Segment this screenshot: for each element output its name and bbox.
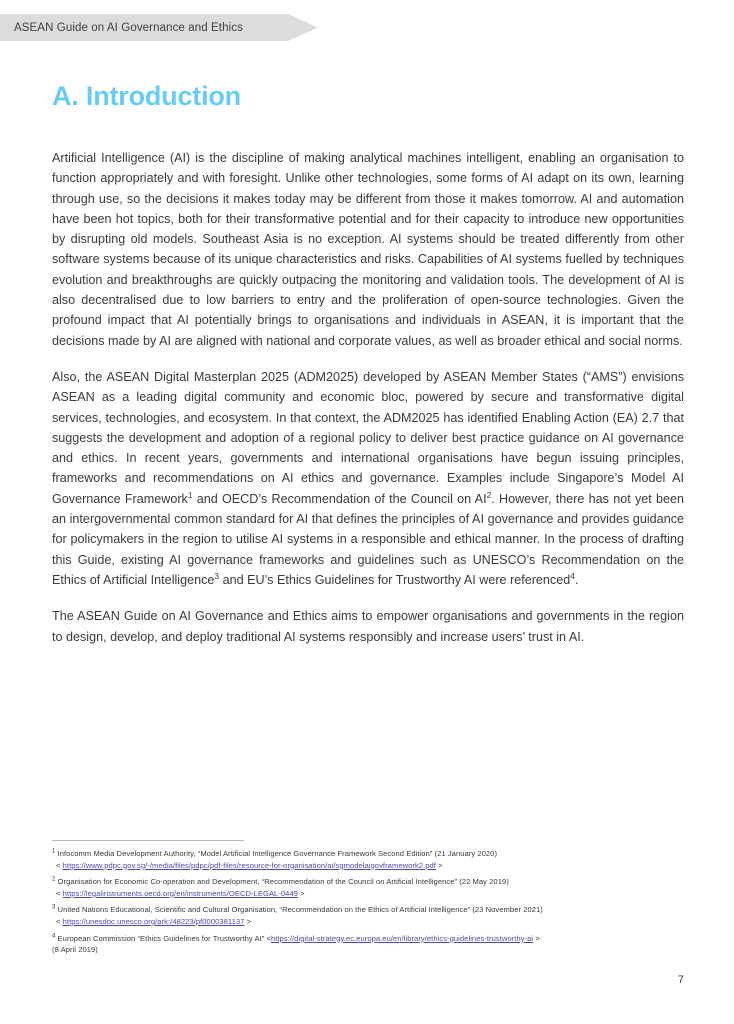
footnote-4-tail: (8 April 2019): [52, 945, 98, 955]
footnote-4-link[interactable]: https://digital-strategy.ec.europa.eu/en/library/ethics-guidelines-trustworthy-ai: [270, 933, 534, 943]
footnote-2-open-angle: <: [56, 888, 63, 898]
footnote-2-url-line: [52, 888, 684, 900]
footnote-2: [52, 876, 684, 899]
page-title: A. Introduction: [52, 81, 241, 112]
footnote-1-url-line: [52, 860, 684, 872]
footnote-3-marker: 3: [52, 904, 56, 911]
footnote-separator-rule: [52, 840, 244, 841]
footnote-3-close-angle: >: [244, 916, 252, 926]
footnote-4-text: European Commission “Ethics Guidelines for Trustworthy AI” <: [55, 933, 271, 943]
paragraph-2-text-b: and OECD’s Recommendation of the Council on AI: [192, 491, 487, 506]
footnote-3-text: United Nations Educational, Scientific and Cultural Organisation, “Recommendation on the Ethics of Artificial Intelligence” (23 November 2021): [55, 905, 543, 915]
paragraph-2-text-a: Also, the ASEAN Digital Masterplan 2025 (ADM2025) developed by ASEAN Member States (“AMS”) envisions ASEAN as a leading digital community and economic bloc, powered by secure and transformative digital services, technologies, and ecosystem. In that context, the ADM2025 has identified Enabling Action (EA) 2.7 that suggests the development and adoption of a regional policy to deliver best practice guidance on AI governance and ethics. In recent years, governments and international organisations have begun issuing principles, frameworks and recommendations on AI ethics and governance. Examples include Singapore’s Model AI Governance Framework: [52, 369, 684, 506]
footnote-ref-4[interactable]: 4: [570, 570, 575, 581]
footnote-3-link[interactable]: https://unesdoc.unesco.org/ark:/48223/pf0000381137: [62, 916, 245, 926]
footnote-2-marker: 2: [52, 876, 56, 883]
footnote-1: [52, 848, 684, 871]
footnote-1-open-angle: <: [56, 860, 63, 870]
paragraph-2: [52, 367, 684, 590]
footnote-2-text: Organisation for Economic Co-operation and Development, “Recommendation of the Council on Artificial Intelligence” (22 May 2019): [55, 877, 509, 887]
page-number: 7: [677, 974, 684, 986]
body-content: [52, 148, 684, 647]
footnote-3-open-angle: <: [56, 916, 63, 926]
paragraph-1: Artificial Intelligence (AI) is the discipline of making analytical machines intelligent, enabling an organisation to function appropriately and with foresight. Unlike other technologies, some forms of AI adapt on its own, learning through use, so the decisions it makes today may be different from those it makes tomorrow. AI and automation have been hot topics, both for their transformative potential and for their capacity to introduce new opportunities by disrupting old models. Southeast Asia is no exception. AI systems should be treated differently from other software systems because of its unique characteristics and risks. Capabilities of AI systems fuelled by techniques evolution and breakthroughs are quickly outpacing the monitoring and validation tools. The development of AI is also decentralised due to low barriers to entry and the proliferation of open-source technologies. Given the profound impact that AI potentially brings to organisations and individuals in ASEAN, it is important that the decisions made by AI are aligned with national and corporate values, as well as broader ethical and social norms.: [52, 151, 684, 348]
footnote-3-url-line: [52, 916, 684, 928]
footnote-1-close-angle: >: [435, 860, 443, 870]
footnote-1-marker: 1: [52, 848, 56, 855]
footnotes-section: [52, 840, 684, 961]
paragraph-2-text-c: . However, there has not yet been an intergovernmental common standard for AI that defines the principles of AI governance and provides guidance for policymakers in the region to utilise AI systems in a responsible and ethical manner. In the process of drafting this Guide, existing AI governance frameworks and guidelines such as UNESCO’s Recommendation on the Ethics of Artificial Intelligence: [52, 491, 684, 587]
footnote-ref-3[interactable]: 3: [214, 570, 220, 581]
footnote-ref-2[interactable]: 2: [486, 489, 492, 500]
footnote-4-marker: 4: [52, 933, 56, 940]
footnote-ref-1[interactable]: 1: [187, 489, 193, 500]
page-content-area: [52, 0, 684, 1024]
footnote-4: [52, 933, 684, 956]
footnote-2-link[interactable]: https://legalinstruments.oecd.org/en/instruments/OECD-LEGAL-0449: [62, 888, 298, 898]
running-header-title: ASEAN Guide on AI Governance and Ethics: [14, 21, 243, 34]
paragraph-2-text-e: .: [574, 572, 579, 587]
paragraph-3: The ASEAN Guide on AI Governance and Ethics aims to empower organisations and governments in the region to design, develop, and deploy traditional AI systems responsibly and increase users’ trust in AI.: [52, 609, 684, 644]
footnote-4-close-angle: >: [533, 933, 540, 943]
paragraph-2-text-d: and EU’s Ethics Guidelines for Trustworthy AI were referenced: [219, 572, 571, 587]
footnote-1-text: Infocomm Media Development Authority, “Model Artificial Intelligence Governance Framework Second Edition” (21 January 2020): [55, 849, 498, 858]
footnote-1-link[interactable]: https://www.pdpc.gov.sg/-/media/files/pdpc/pdf-files/resource-for-organisation/ai/sgmodelaigovframework2.pdf: [62, 860, 436, 870]
footnote-2-close-angle: >: [298, 888, 305, 898]
footnote-3: [52, 904, 684, 927]
